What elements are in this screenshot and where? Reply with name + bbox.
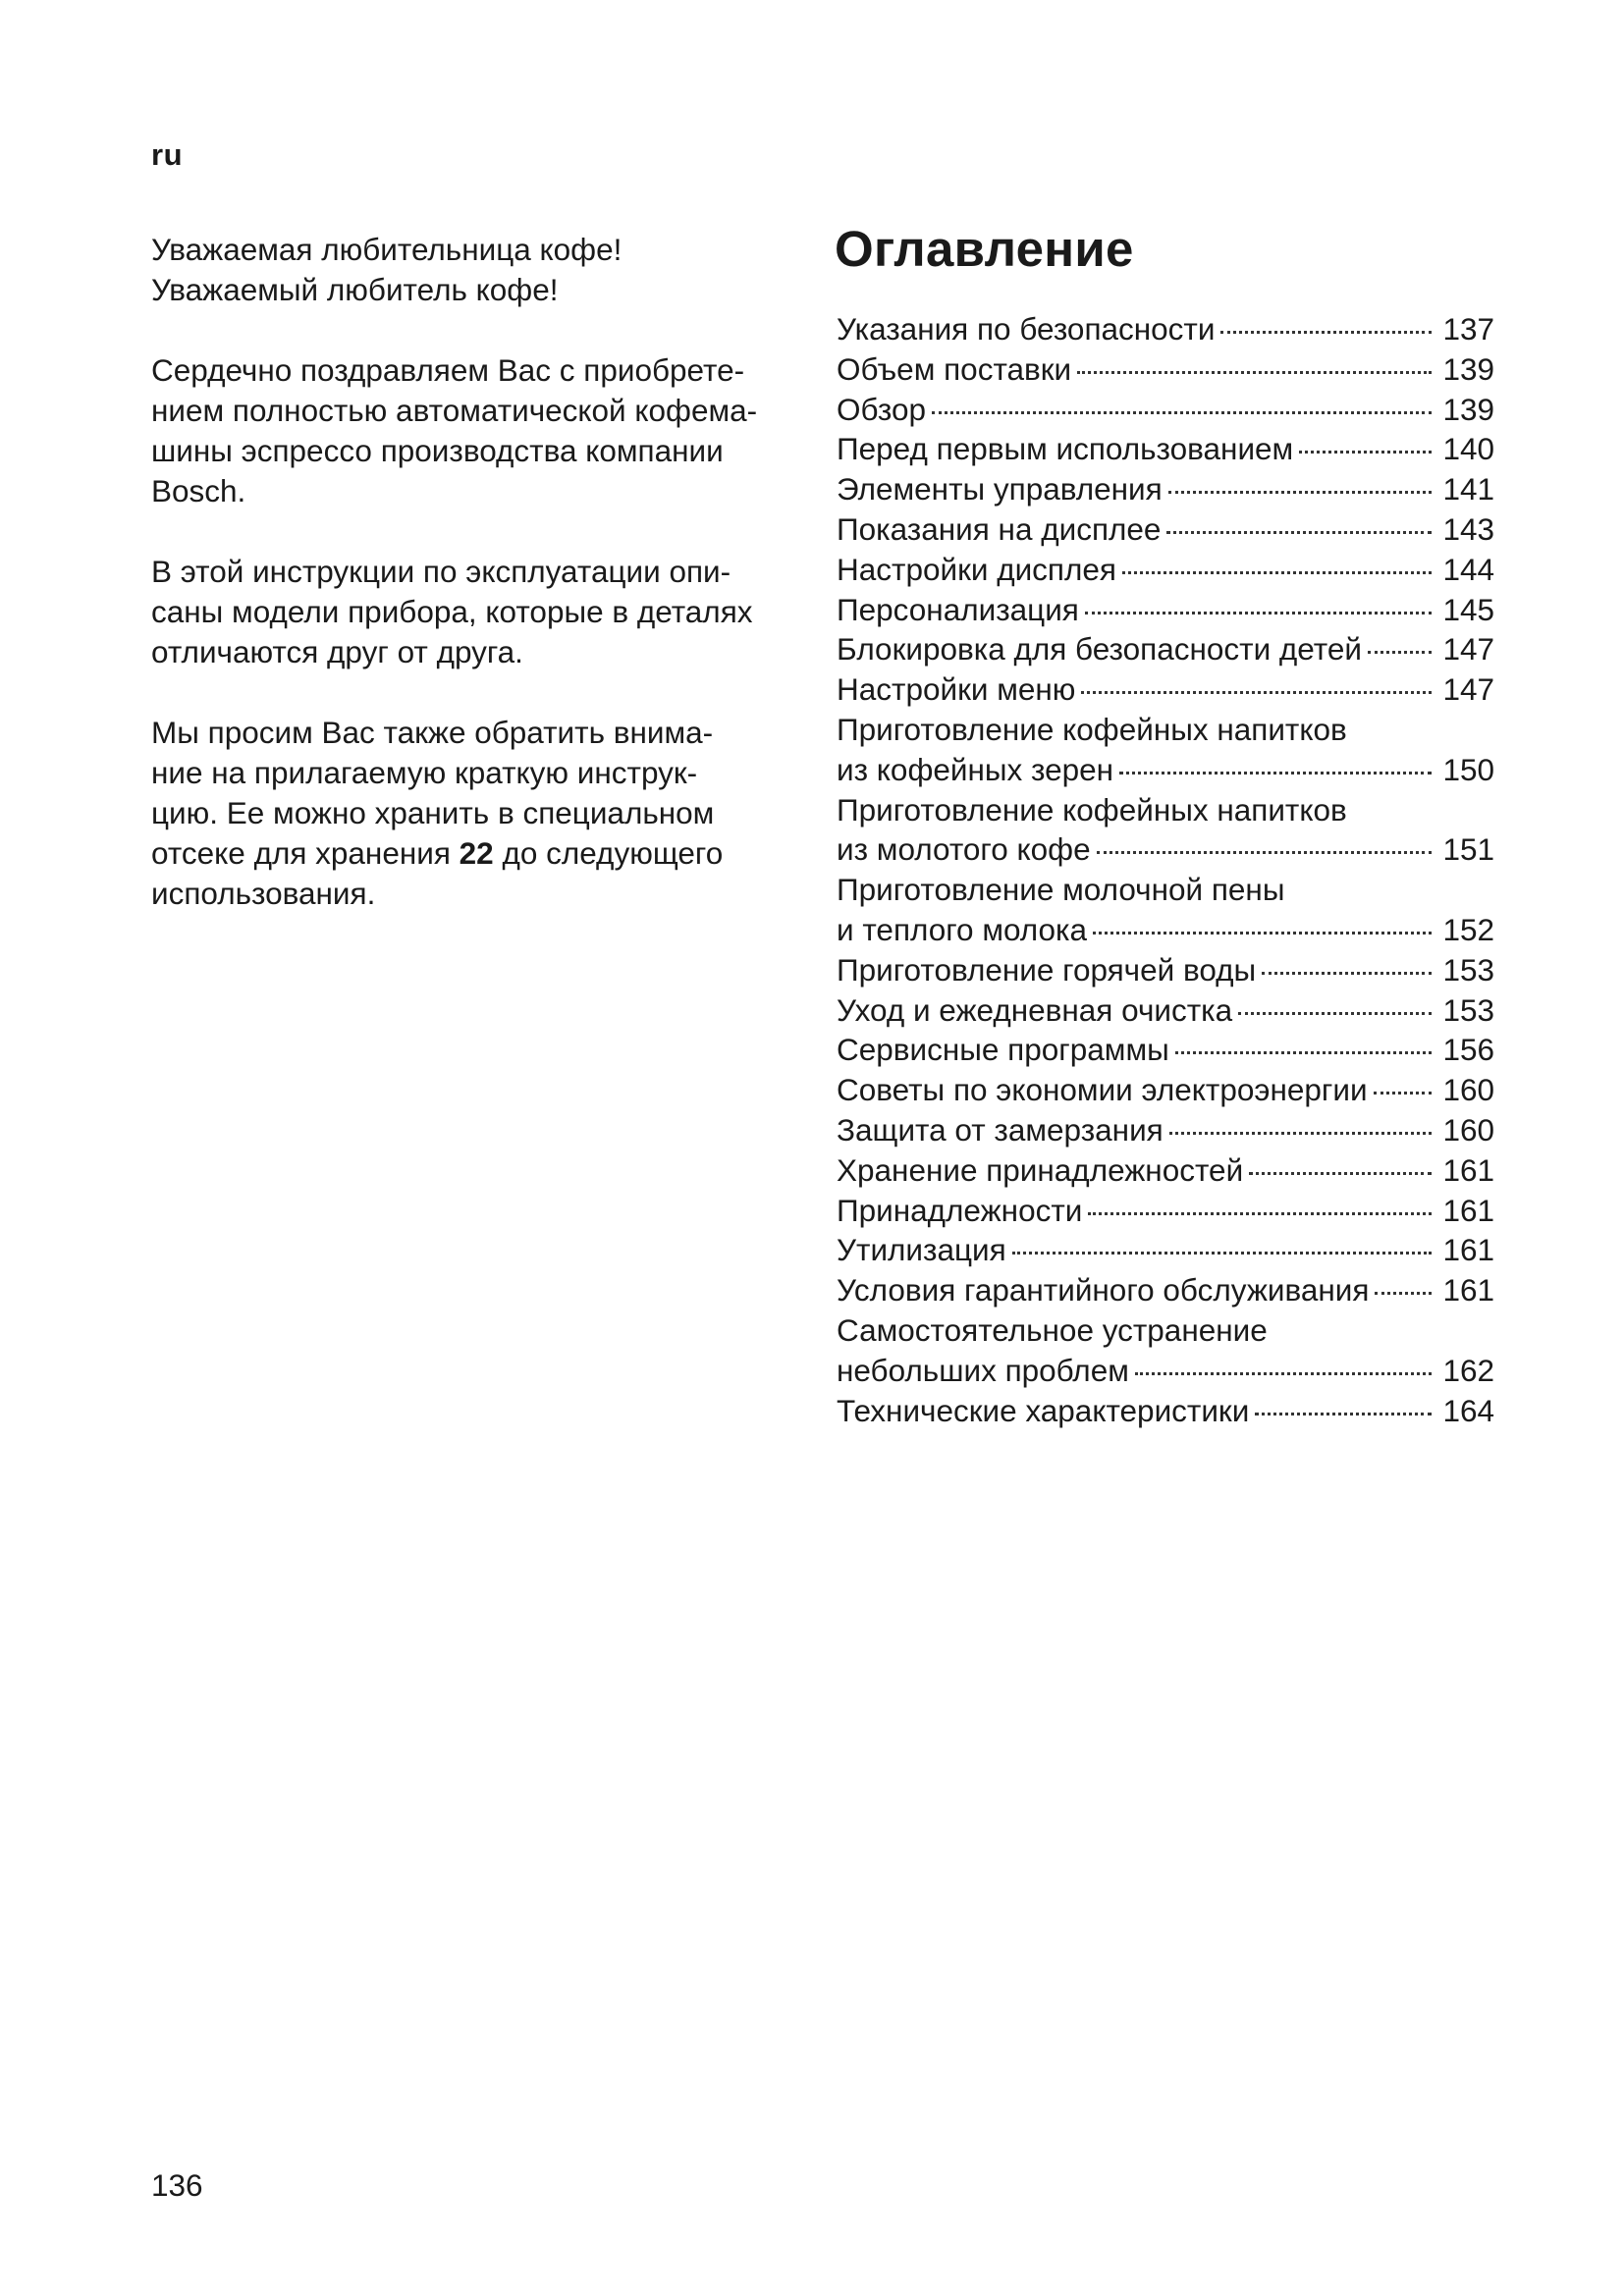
toc-entry-title: Обзор xyxy=(837,391,926,427)
toc-entry-title: Технические характеристики xyxy=(837,1392,1250,1428)
toc-dot-leader xyxy=(1085,604,1432,614)
toc-entry-heading: Самостоятельное устранение xyxy=(837,1311,1268,1348)
toc-entry xyxy=(837,469,1494,509)
paragraph-line: Мы просим Вас также обратить внима- xyxy=(151,715,714,750)
toc-entry xyxy=(837,1150,1494,1191)
toc-entry xyxy=(837,1070,1494,1110)
toc-entry-title: Приготовление горячей воды xyxy=(837,951,1257,988)
toc-entry xyxy=(837,1391,1494,1431)
toc-dot-leader xyxy=(1255,1405,1432,1415)
toc-entry-title: Принадлежности xyxy=(837,1192,1083,1228)
greeting-line: Уважаемая любительница кофе! xyxy=(151,232,623,267)
toc-entry xyxy=(837,669,1494,710)
toc-entry xyxy=(837,950,1494,990)
toc-entry-title: Хранение принадлежностей xyxy=(837,1151,1244,1188)
paragraph-line: В этой инструкции по эксплуатации опи- xyxy=(151,554,731,589)
toc-entry-page: 144 xyxy=(1442,551,1494,587)
toc-entry xyxy=(837,829,1494,870)
toc-dot-leader xyxy=(1081,683,1432,694)
congratulation-paragraph xyxy=(151,350,789,511)
toc-entry-page: 151 xyxy=(1442,831,1494,868)
toc-entry-page: 164 xyxy=(1442,1392,1494,1428)
toc-entry-title: Показания на дисплее xyxy=(837,510,1162,547)
page-number: 136 xyxy=(151,2167,203,2203)
toc-dot-leader xyxy=(1169,1124,1432,1135)
toc-entry-page: 156 xyxy=(1442,1032,1494,1068)
toc-entry-title: Указания по безопасности xyxy=(837,311,1216,347)
toc-entry-title: Защита от замерзания xyxy=(837,1111,1164,1148)
toc-entry xyxy=(837,629,1494,669)
toc-entry-title: Перед первым использованием xyxy=(837,431,1294,467)
table-of-contents xyxy=(837,309,1494,1430)
toc-entry-page: 139 xyxy=(1442,350,1494,387)
toc-entry xyxy=(837,390,1494,430)
toc-entry-title: Утилизация xyxy=(837,1232,1006,1268)
language-code: ru xyxy=(151,137,183,172)
greeting-line: Уважаемый любитель кофе! xyxy=(151,272,559,307)
toc-entry xyxy=(837,750,1494,790)
toc-entry-title: Настройки меню xyxy=(837,671,1076,708)
toc-entry xyxy=(837,429,1494,469)
text-segment: отсеке для хранения xyxy=(151,835,460,871)
toc-dot-leader xyxy=(1088,1204,1432,1215)
toc-entry-page: 143 xyxy=(1442,510,1494,547)
toc-entry-title: Советы по экономии электроэнергии xyxy=(837,1072,1368,1108)
toc-entry-heading: Приготовление кофейных напитков xyxy=(837,711,1347,747)
toc-entry-title: Условия гарантийного обслуживания xyxy=(837,1272,1370,1308)
toc-dot-leader xyxy=(1119,764,1432,774)
toc-entry-title: Персонализация xyxy=(837,591,1079,627)
toc-entry-heading: Приготовление кофейных напитков xyxy=(837,791,1347,828)
short-guide-paragraph xyxy=(151,713,789,914)
toc-entry xyxy=(837,590,1494,630)
toc-dot-leader xyxy=(1175,1043,1432,1054)
toc-entry-title: из молотого кофе xyxy=(837,831,1091,868)
toc-entry xyxy=(837,309,1494,349)
toc-entry xyxy=(837,1230,1494,1270)
toc-entry-page: 147 xyxy=(1442,671,1494,708)
toc-entry-title: небольших проблем xyxy=(837,1352,1129,1388)
toc-entry xyxy=(837,1030,1494,1070)
toc-entry-page: 153 xyxy=(1442,991,1494,1028)
toc-entry xyxy=(837,550,1494,590)
paragraph-line: Bosch. xyxy=(151,473,246,508)
toc-entry xyxy=(837,910,1494,950)
toc-dot-leader xyxy=(1238,1004,1432,1015)
toc-entry xyxy=(837,1270,1494,1310)
toc-entry-page: 161 xyxy=(1442,1151,1494,1188)
toc-entry xyxy=(837,1110,1494,1150)
toc-dot-leader xyxy=(1012,1244,1432,1255)
intro-text xyxy=(151,230,789,954)
toc-entry-page: 161 xyxy=(1442,1272,1494,1308)
toc-dot-leader xyxy=(1299,443,1432,454)
toc-entry-page: 153 xyxy=(1442,951,1494,988)
toc-entry xyxy=(837,1351,1494,1391)
toc-dot-leader xyxy=(1122,563,1432,574)
paragraph-line: использования. xyxy=(151,876,376,911)
toc-dot-leader xyxy=(1220,323,1432,334)
toc-dot-leader xyxy=(1166,523,1432,534)
greeting xyxy=(151,230,789,310)
toc-entry-page: 162 xyxy=(1442,1352,1494,1388)
paragraph-line: саны модели прибора, которые в деталях xyxy=(151,594,753,629)
toc-dot-leader xyxy=(1168,483,1432,494)
toc-entry-page: 139 xyxy=(1442,391,1494,427)
toc-entry-page: 140 xyxy=(1442,431,1494,467)
text-segment: до следующего xyxy=(493,835,724,871)
toc-entry-page: 150 xyxy=(1442,751,1494,787)
toc-dot-leader xyxy=(1093,924,1432,934)
toc-dot-leader xyxy=(1135,1364,1432,1375)
paragraph-line: отличаются друг от друга. xyxy=(151,634,523,669)
toc-dot-leader xyxy=(1374,1084,1432,1095)
toc-dot-leader xyxy=(1097,843,1432,854)
toc-dot-leader xyxy=(1262,964,1432,975)
paragraph-line: цию. Ее можно хранить в специальном xyxy=(151,795,715,830)
toc-entry xyxy=(837,1191,1494,1231)
toc-dot-leader xyxy=(1375,1284,1432,1295)
toc-entry-title: Настройки дисплея xyxy=(837,551,1116,587)
paragraph-line: ние на прилагаемую краткую инструк- xyxy=(151,755,698,790)
paragraph-line xyxy=(151,833,789,874)
toc-entry xyxy=(837,509,1494,550)
toc-entry-title: и теплого молока xyxy=(837,911,1088,947)
toc-entry-heading: Приготовление молочной пены xyxy=(837,872,1285,908)
toc-entry-page: 141 xyxy=(1442,471,1494,507)
toc-dot-leader xyxy=(932,403,1432,414)
toc-entry xyxy=(837,349,1494,390)
toc-entry-title: из кофейных зерен xyxy=(837,751,1114,787)
toc-dot-leader xyxy=(1077,363,1432,374)
paragraph-line: нием полностью автоматической кофема- xyxy=(151,393,758,428)
toc-entry-title: Блокировка для безопасности детей xyxy=(837,631,1362,667)
toc-entry-title: Сервисные программы xyxy=(837,1032,1169,1068)
toc-entry-page: 160 xyxy=(1442,1111,1494,1148)
models-paragraph xyxy=(151,552,789,672)
toc-entry-title: Элементы управления xyxy=(837,471,1163,507)
toc-entry-page: 152 xyxy=(1442,911,1494,947)
paragraph-line: Сердечно поздравляем Вас с приобрете- xyxy=(151,352,745,388)
toc-entry-page: 145 xyxy=(1442,591,1494,627)
toc-dot-leader xyxy=(1249,1164,1432,1175)
toc-entry-page: 147 xyxy=(1442,631,1494,667)
toc-entry-page: 160 xyxy=(1442,1072,1494,1108)
compartment-number: 22 xyxy=(459,835,494,871)
toc-title: Оглавление xyxy=(835,221,1134,277)
toc-entry-title: Объем поставки xyxy=(837,350,1072,387)
toc-entry-page: 137 xyxy=(1442,311,1494,347)
toc-entry-page: 161 xyxy=(1442,1232,1494,1268)
paragraph-line: шины эспрессо производства компании xyxy=(151,433,724,468)
toc-dot-leader xyxy=(1368,643,1432,654)
toc-entry-page: 161 xyxy=(1442,1192,1494,1228)
toc-entry xyxy=(837,990,1494,1031)
toc-entry-title: Уход и ежедневная очистка xyxy=(837,991,1233,1028)
